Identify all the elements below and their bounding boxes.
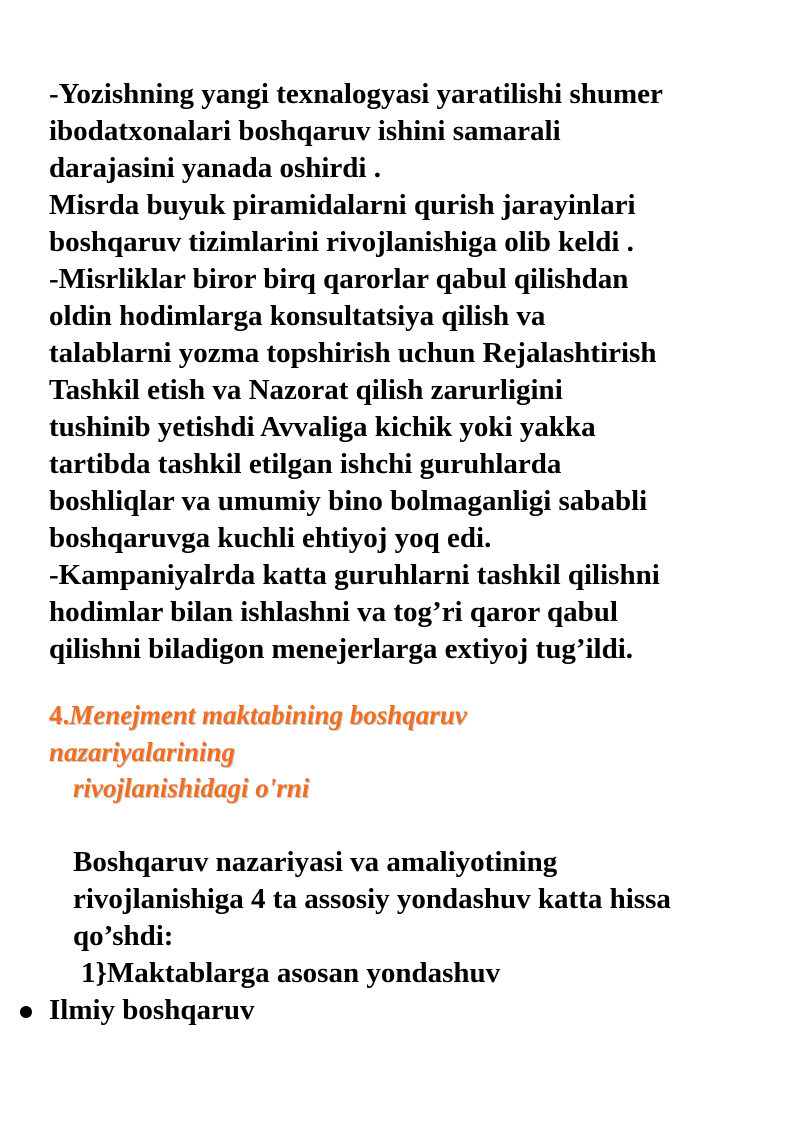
body-line: talablarni yozma topshirish uchun Rejalashtirish xyxy=(49,337,657,369)
heading-line-3 xyxy=(49,770,749,807)
heading-title-part-2: nazariyalarining xyxy=(49,736,236,767)
body-line: darajasini yanada oshirdi . xyxy=(49,152,381,184)
intro-line: qo’shdi: xyxy=(73,920,174,952)
heading-title-part-3: rivojlanishidagi o'rni xyxy=(73,773,310,803)
body-line: boshliqlar va umumiy bino bolmaganligi sababli xyxy=(49,485,648,517)
body-line: tartibda tashkil etilgan ishchi guruhlarda xyxy=(49,448,562,480)
approach-heading: 1}Maktablarga asosan yondashuv xyxy=(81,957,501,989)
body-line: tushinib yetishdi Avvaliga kichik yoki yakka xyxy=(49,411,596,443)
body-paragraphs xyxy=(49,76,769,668)
body-line: ibodatxonalari boshqaruv ishini samarali xyxy=(49,115,561,147)
body-line: qilishni biladigon menejerlarga extiyoj tug’ildi. xyxy=(49,633,634,665)
body-line: Misrda buyuk piramidalarni qurish jarayinlari xyxy=(49,189,636,221)
section-body xyxy=(73,844,773,992)
body-line: Tashkil etish va Nazorat qilish zarurligini xyxy=(49,374,563,406)
body-line: boshqaruv tizimlarini rivojlanishiga olib keldi . xyxy=(49,226,634,258)
heading-number: 4. xyxy=(49,700,70,730)
heading-line-1 xyxy=(49,697,749,734)
intro-line: rivojlanishiga 4 ta assosiy yondashuv katta hissa xyxy=(73,883,671,915)
intro-line: Boshqaruv nazariyasi va amaliyotining xyxy=(73,846,558,878)
body-line: hodimlar bilan ishlashni va tog’ri qaror qabul xyxy=(49,596,618,628)
body-line: -Misrliklar biror birq qarorlar qabul qilishdan xyxy=(49,263,629,295)
body-line: oldin hodimlarga konsultatsiya qilish va xyxy=(49,300,546,332)
body-line: -Yozishning yangi texnalogyasi yaratilishi shumer xyxy=(49,78,663,110)
section-heading xyxy=(49,697,749,807)
bullet-text: Ilmiy boshqaruv xyxy=(49,994,255,1026)
bullet-item xyxy=(20,992,254,1029)
heading-title-part-1: Menejment maktabining boshqaruv xyxy=(69,700,467,730)
heading-line-2 xyxy=(49,734,749,771)
bullet-icon xyxy=(20,1006,32,1018)
body-line: boshqaruvga kuchli ehtiyoj yoq edi. xyxy=(49,522,492,554)
body-line: -Kampaniyalrda katta guruhlarni tashkil qilishni xyxy=(49,559,660,591)
